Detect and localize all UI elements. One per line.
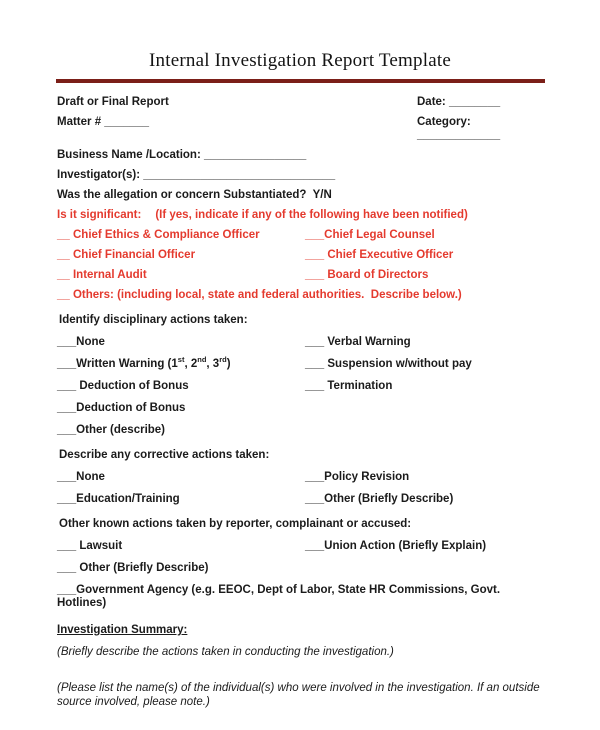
- notify-row-others: [57, 289, 545, 302]
- field-substantiated: Was the allegation or concern Substantiated? Y/N: [57, 189, 332, 201]
- written-warning-part-1: ___Written Warning (1: [57, 358, 178, 370]
- written-warning-part-3: , 3: [206, 358, 220, 370]
- option-written-warning: [57, 355, 305, 371]
- other-actions-row-2: [57, 562, 545, 575]
- significant-label: Is it significant:: [57, 209, 142, 221]
- summary-instruction-note: (Briefly describe the actions taken in conducting the investigation.): [57, 646, 394, 658]
- corrective-row-2: [57, 493, 545, 506]
- notify-row-3: [57, 269, 545, 282]
- investigation-summary-heading: Investigation Summary:: [57, 624, 188, 636]
- other-actions-row-3: [57, 584, 545, 610]
- corrective-row-1: [57, 471, 545, 484]
- header-row-3: [57, 149, 545, 162]
- corrective-heading: Describe any corrective actions taken:: [59, 449, 270, 461]
- field-category: Category: _____________: [417, 116, 501, 141]
- form-body: [0, 83, 600, 709]
- option-chief-legal-counsel: ___Chief Legal Counsel: [305, 229, 435, 241]
- field-business-location: Business Name /Location: ________________: [57, 149, 307, 161]
- header-row-5: [57, 189, 545, 202]
- disciplinary-row-3: [57, 380, 545, 393]
- option-union-action: ___Union Action (Briefly Explain): [305, 540, 487, 552]
- field-investigators: Investigator(s): ______________________________: [57, 169, 336, 181]
- option-lawsuit: ___ Lawsuit: [57, 540, 123, 552]
- significant-row: [57, 209, 545, 222]
- field-draft-or-final: Draft or Final Report: [57, 96, 169, 108]
- disciplinary-row-1: [57, 336, 545, 349]
- option-chief-executive-officer: ___ Chief Executive Officer: [305, 249, 454, 261]
- option-other-briefly-describe: ___Other (Briefly Describe): [305, 493, 454, 505]
- page-title: Internal Investigation Report Template: [149, 50, 451, 71]
- other-actions-row-1: [57, 540, 545, 553]
- option-suspension: ___ Suspension w/without pay: [305, 358, 472, 370]
- other-actions-heading: Other known actions taken by reporter, complainant or accused:: [59, 518, 412, 530]
- header-row-4: [57, 169, 545, 182]
- field-matter-number: Matter # _______: [57, 116, 150, 128]
- option-policy-revision: ___Policy Revision: [305, 471, 410, 483]
- participants-instruction-note: (Please list the name(s) of the individual(s) who were involved in the investigation. If an outside source involved, please note.): [57, 682, 540, 708]
- notify-row-2: [57, 249, 545, 262]
- disciplinary-row-4: [57, 402, 545, 415]
- notify-row-1: [57, 229, 545, 242]
- written-warning-sup-rd: rd: [219, 355, 227, 365]
- option-none-disciplinary: ___None: [57, 336, 105, 348]
- header-row-2: [57, 116, 545, 142]
- written-warning-part-4: ): [226, 358, 231, 370]
- option-others-authorities: __ Others: (including local, state and federal authorities. Describe below.): [57, 289, 462, 301]
- option-termination: ___ Termination: [305, 380, 393, 392]
- option-deduction-of-bonus-2: ___Deduction of Bonus: [57, 402, 186, 414]
- option-chief-ethics-compliance: __ Chief Ethics & Compliance Officer: [57, 229, 260, 241]
- option-verbal-warning: ___ Verbal Warning: [305, 336, 411, 348]
- option-other-describe: ___Other (describe): [57, 424, 166, 436]
- written-warning-sup-nd: nd: [197, 355, 207, 365]
- option-deduction-of-bonus: ___ Deduction of Bonus: [57, 380, 189, 392]
- option-board-of-directors: ___ Board of Directors: [305, 269, 429, 281]
- option-chief-financial-officer: __ Chief Financial Officer: [57, 249, 196, 261]
- field-date: Date: ________: [417, 96, 501, 108]
- option-none-corrective: ___None: [57, 471, 105, 483]
- disciplinary-row-5: [57, 424, 545, 437]
- option-education-training: ___Education/Training: [57, 493, 180, 505]
- written-warning-part-2: , 2: [184, 358, 198, 370]
- option-internal-audit: __ Internal Audit: [57, 269, 147, 281]
- option-government-agency: ___Government Agency (e.g. EEOC, Dept of Labor, State HR Commissions, Govt. Hotlines): [57, 584, 504, 609]
- header-row-1: [57, 96, 545, 109]
- written-warning-sup-st: st: [177, 355, 185, 365]
- disciplinary-row-2: [57, 355, 545, 371]
- option-other-briefly-describe-2: ___ Other (Briefly Describe): [57, 562, 209, 574]
- disciplinary-heading: Identify disciplinary actions taken:: [59, 314, 248, 326]
- significant-note: (If yes, indicate if any of the following have been notified): [155, 209, 468, 221]
